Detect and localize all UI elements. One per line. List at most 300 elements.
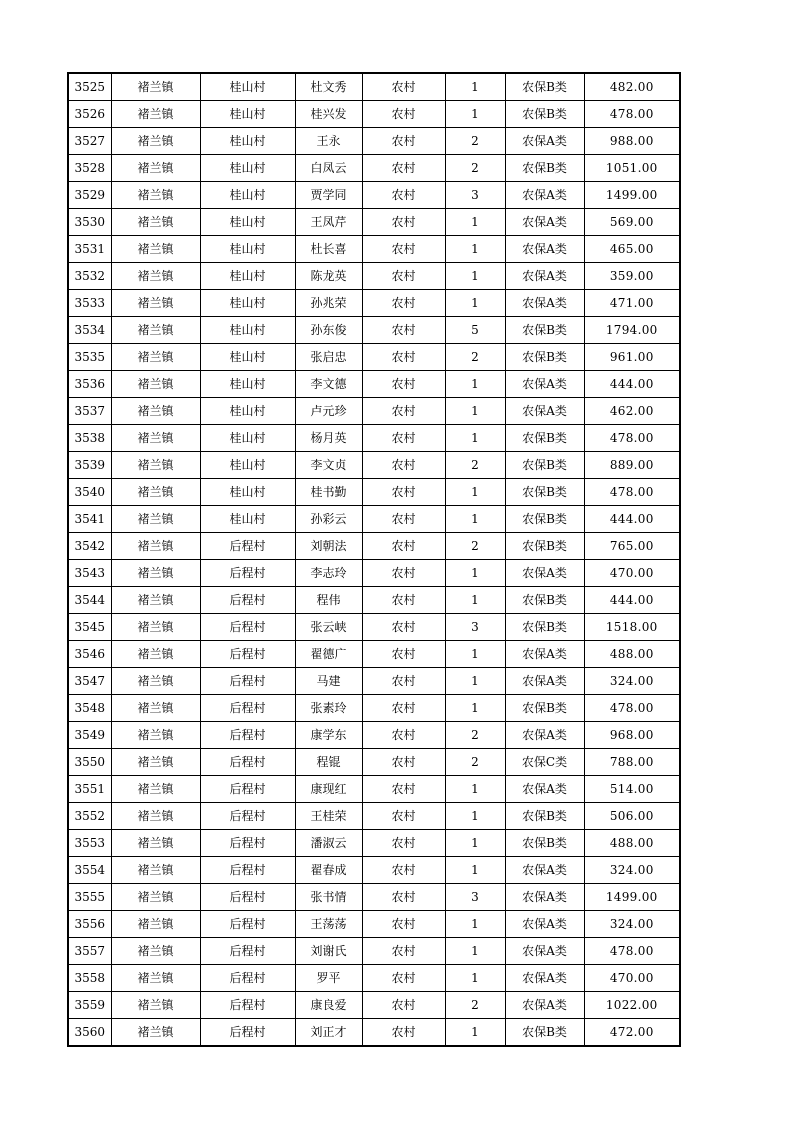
person-count-cell: 1: [445, 776, 505, 803]
household-type-cell: 农村: [362, 641, 445, 668]
insurance-category-cell: 农保B类: [505, 452, 584, 479]
town-cell: 褚兰镇: [111, 587, 200, 614]
village-cell: 后程村: [200, 911, 295, 938]
table-row: [68, 641, 680, 668]
person-count-cell: 2: [445, 992, 505, 1019]
insurance-category-cell: 农保C类: [505, 749, 584, 776]
town-cell: 褚兰镇: [111, 506, 200, 533]
village-cell: 后程村: [200, 803, 295, 830]
table-row: [68, 317, 680, 344]
insurance-category-cell: 农保A类: [505, 992, 584, 1019]
name-cell: 张素玲: [295, 695, 362, 722]
amount-cell: 988.00: [584, 128, 680, 155]
name-cell: 杜长喜: [295, 236, 362, 263]
amount-cell: 444.00: [584, 371, 680, 398]
person-count-cell: 1: [445, 101, 505, 128]
village-cell: 桂山村: [200, 344, 295, 371]
amount-cell: 506.00: [584, 803, 680, 830]
household-type-cell: 农村: [362, 830, 445, 857]
name-cell: 翟德广: [295, 641, 362, 668]
table-row: [68, 209, 680, 236]
record-number-cell: 3531: [68, 236, 111, 263]
village-cell: 桂山村: [200, 155, 295, 182]
person-count-cell: 2: [445, 533, 505, 560]
household-type-cell: 农村: [362, 749, 445, 776]
name-cell: 康良爱: [295, 992, 362, 1019]
town-cell: 褚兰镇: [111, 236, 200, 263]
insurance-category-cell: 农保A类: [505, 236, 584, 263]
household-type-cell: 农村: [362, 236, 445, 263]
record-number-cell: 3525: [68, 73, 111, 101]
village-cell: 桂山村: [200, 73, 295, 101]
person-count-cell: 1: [445, 587, 505, 614]
household-type-cell: 农村: [362, 884, 445, 911]
town-cell: 褚兰镇: [111, 425, 200, 452]
village-cell: 桂山村: [200, 506, 295, 533]
name-cell: 杜文秀: [295, 73, 362, 101]
record-number-cell: 3534: [68, 317, 111, 344]
name-cell: 程锟: [295, 749, 362, 776]
insurance-category-cell: 农保A类: [505, 398, 584, 425]
record-number-cell: 3542: [68, 533, 111, 560]
name-cell: 李志玲: [295, 560, 362, 587]
town-cell: 褚兰镇: [111, 560, 200, 587]
person-count-cell: 1: [445, 911, 505, 938]
amount-cell: 968.00: [584, 722, 680, 749]
amount-cell: 482.00: [584, 73, 680, 101]
person-count-cell: 1: [445, 641, 505, 668]
table-row: [68, 992, 680, 1019]
person-count-cell: 1: [445, 506, 505, 533]
amount-cell: 478.00: [584, 425, 680, 452]
insurance-category-cell: 农保B类: [505, 317, 584, 344]
household-type-cell: 农村: [362, 776, 445, 803]
village-cell: 后程村: [200, 857, 295, 884]
table-row: [68, 614, 680, 641]
record-number-cell: 3527: [68, 128, 111, 155]
amount-cell: 478.00: [584, 938, 680, 965]
roster-table: [67, 72, 681, 1047]
person-count-cell: 2: [445, 722, 505, 749]
record-number-cell: 3539: [68, 452, 111, 479]
record-number-cell: 3553: [68, 830, 111, 857]
person-count-cell: 1: [445, 263, 505, 290]
record-number-cell: 3536: [68, 371, 111, 398]
village-cell: 桂山村: [200, 290, 295, 317]
table-row: [68, 425, 680, 452]
table-row: [68, 452, 680, 479]
table-row: [68, 290, 680, 317]
record-number-cell: 3551: [68, 776, 111, 803]
town-cell: 褚兰镇: [111, 128, 200, 155]
amount-cell: 444.00: [584, 587, 680, 614]
town-cell: 褚兰镇: [111, 641, 200, 668]
village-cell: 后程村: [200, 668, 295, 695]
household-type-cell: 农村: [362, 290, 445, 317]
table-row: [68, 587, 680, 614]
village-cell: 后程村: [200, 722, 295, 749]
insurance-category-cell: 农保B类: [505, 344, 584, 371]
insurance-category-cell: 农保B类: [505, 425, 584, 452]
town-cell: 褚兰镇: [111, 73, 200, 101]
table-row: [68, 776, 680, 803]
person-count-cell: 1: [445, 371, 505, 398]
household-type-cell: 农村: [362, 587, 445, 614]
table-row: [68, 533, 680, 560]
household-type-cell: 农村: [362, 182, 445, 209]
table-row: [68, 803, 680, 830]
amount-cell: 765.00: [584, 533, 680, 560]
village-cell: 后程村: [200, 938, 295, 965]
village-cell: 后程村: [200, 776, 295, 803]
insurance-category-cell: 农保B类: [505, 533, 584, 560]
name-cell: 张云峡: [295, 614, 362, 641]
amount-cell: 1499.00: [584, 884, 680, 911]
person-count-cell: 2: [445, 155, 505, 182]
name-cell: 贾学同: [295, 182, 362, 209]
insurance-category-cell: 农保B类: [505, 587, 584, 614]
record-number-cell: 3530: [68, 209, 111, 236]
village-cell: 桂山村: [200, 479, 295, 506]
town-cell: 褚兰镇: [111, 668, 200, 695]
insurance-category-cell: 农保B类: [505, 101, 584, 128]
name-cell: 陈龙英: [295, 263, 362, 290]
person-count-cell: 2: [445, 749, 505, 776]
amount-cell: 788.00: [584, 749, 680, 776]
name-cell: 孙彩云: [295, 506, 362, 533]
record-number-cell: 3543: [68, 560, 111, 587]
amount-cell: 462.00: [584, 398, 680, 425]
record-number-cell: 3556: [68, 911, 111, 938]
household-type-cell: 农村: [362, 938, 445, 965]
name-cell: 杨月英: [295, 425, 362, 452]
insurance-category-cell: 农保A类: [505, 371, 584, 398]
name-cell: 桂书勤: [295, 479, 362, 506]
name-cell: 潘淑云: [295, 830, 362, 857]
village-cell: 后程村: [200, 749, 295, 776]
table-row: [68, 965, 680, 992]
town-cell: 褚兰镇: [111, 776, 200, 803]
table-row: [68, 911, 680, 938]
amount-cell: 961.00: [584, 344, 680, 371]
town-cell: 褚兰镇: [111, 749, 200, 776]
household-type-cell: 农村: [362, 965, 445, 992]
village-cell: 桂山村: [200, 452, 295, 479]
amount-cell: 359.00: [584, 263, 680, 290]
person-count-cell: 1: [445, 398, 505, 425]
town-cell: 褚兰镇: [111, 317, 200, 344]
insurance-category-cell: 农保B类: [505, 1019, 584, 1047]
name-cell: 卢元珍: [295, 398, 362, 425]
amount-cell: 1022.00: [584, 992, 680, 1019]
town-cell: 褚兰镇: [111, 209, 200, 236]
person-count-cell: 1: [445, 479, 505, 506]
insurance-category-cell: 农保A类: [505, 857, 584, 884]
town-cell: 褚兰镇: [111, 533, 200, 560]
insurance-category-cell: 农保A类: [505, 776, 584, 803]
person-count-cell: 2: [445, 452, 505, 479]
insurance-category-cell: 农保A类: [505, 938, 584, 965]
person-count-cell: 5: [445, 317, 505, 344]
record-number-cell: 3546: [68, 641, 111, 668]
amount-cell: 472.00: [584, 1019, 680, 1047]
amount-cell: 478.00: [584, 101, 680, 128]
amount-cell: 478.00: [584, 479, 680, 506]
town-cell: 褚兰镇: [111, 803, 200, 830]
person-count-cell: 1: [445, 830, 505, 857]
amount-cell: 1051.00: [584, 155, 680, 182]
town-cell: 褚兰镇: [111, 344, 200, 371]
name-cell: 翟春成: [295, 857, 362, 884]
household-type-cell: 农村: [362, 560, 445, 587]
table-row: [68, 479, 680, 506]
amount-cell: 465.00: [584, 236, 680, 263]
village-cell: 后程村: [200, 992, 295, 1019]
village-cell: 后程村: [200, 884, 295, 911]
name-cell: 孙东俊: [295, 317, 362, 344]
household-type-cell: 农村: [362, 722, 445, 749]
person-count-cell: 1: [445, 560, 505, 587]
record-number-cell: 3554: [68, 857, 111, 884]
town-cell: 褚兰镇: [111, 722, 200, 749]
record-number-cell: 3537: [68, 398, 111, 425]
household-type-cell: 农村: [362, 155, 445, 182]
record-number-cell: 3547: [68, 668, 111, 695]
person-count-cell: 1: [445, 236, 505, 263]
table-row: [68, 668, 680, 695]
record-number-cell: 3544: [68, 587, 111, 614]
insurance-category-cell: 农保A类: [505, 965, 584, 992]
record-number-cell: 3560: [68, 1019, 111, 1047]
village-cell: 桂山村: [200, 128, 295, 155]
household-type-cell: 农村: [362, 479, 445, 506]
amount-cell: 1518.00: [584, 614, 680, 641]
town-cell: 褚兰镇: [111, 290, 200, 317]
record-number-cell: 3557: [68, 938, 111, 965]
insurance-category-cell: 农保A类: [505, 209, 584, 236]
name-cell: 马建: [295, 668, 362, 695]
town-cell: 褚兰镇: [111, 938, 200, 965]
household-type-cell: 农村: [362, 73, 445, 101]
household-type-cell: 农村: [362, 506, 445, 533]
insurance-category-cell: 农保A类: [505, 641, 584, 668]
village-cell: 后程村: [200, 1019, 295, 1047]
person-count-cell: 1: [445, 425, 505, 452]
amount-cell: 488.00: [584, 830, 680, 857]
town-cell: 褚兰镇: [111, 830, 200, 857]
insurance-category-cell: 农保A类: [505, 911, 584, 938]
household-type-cell: 农村: [362, 452, 445, 479]
table-row: [68, 722, 680, 749]
table-row: [68, 884, 680, 911]
name-cell: 李文贞: [295, 452, 362, 479]
household-type-cell: 农村: [362, 263, 445, 290]
village-cell: 桂山村: [200, 398, 295, 425]
record-number-cell: 3529: [68, 182, 111, 209]
record-number-cell: 3541: [68, 506, 111, 533]
household-type-cell: 农村: [362, 128, 445, 155]
record-number-cell: 3538: [68, 425, 111, 452]
town-cell: 褚兰镇: [111, 614, 200, 641]
amount-cell: 1499.00: [584, 182, 680, 209]
town-cell: 褚兰镇: [111, 371, 200, 398]
amount-cell: 514.00: [584, 776, 680, 803]
amount-cell: 324.00: [584, 668, 680, 695]
village-cell: 桂山村: [200, 182, 295, 209]
village-cell: 桂山村: [200, 101, 295, 128]
name-cell: 桂兴发: [295, 101, 362, 128]
town-cell: 褚兰镇: [111, 263, 200, 290]
household-type-cell: 农村: [362, 695, 445, 722]
person-count-cell: 1: [445, 857, 505, 884]
household-type-cell: 农村: [362, 317, 445, 344]
village-cell: 桂山村: [200, 263, 295, 290]
table-row: [68, 155, 680, 182]
town-cell: 褚兰镇: [111, 884, 200, 911]
name-cell: 王桂荣: [295, 803, 362, 830]
record-number-cell: 3533: [68, 290, 111, 317]
person-count-cell: 1: [445, 290, 505, 317]
name-cell: 康现红: [295, 776, 362, 803]
person-count-cell: 3: [445, 884, 505, 911]
table-row: [68, 398, 680, 425]
amount-cell: 889.00: [584, 452, 680, 479]
household-type-cell: 农村: [362, 668, 445, 695]
name-cell: 张启忠: [295, 344, 362, 371]
insurance-category-cell: 农保B类: [505, 614, 584, 641]
village-cell: 后程村: [200, 965, 295, 992]
household-type-cell: 农村: [362, 425, 445, 452]
household-type-cell: 农村: [362, 371, 445, 398]
household-type-cell: 农村: [362, 533, 445, 560]
insurance-category-cell: 农保B类: [505, 830, 584, 857]
name-cell: 刘正才: [295, 1019, 362, 1047]
insurance-category-cell: 农保B类: [505, 73, 584, 101]
village-cell: 后程村: [200, 614, 295, 641]
village-cell: 桂山村: [200, 317, 295, 344]
amount-cell: 488.00: [584, 641, 680, 668]
insurance-category-cell: 农保A类: [505, 128, 584, 155]
table-row: [68, 938, 680, 965]
household-type-cell: 农村: [362, 911, 445, 938]
town-cell: 褚兰镇: [111, 1019, 200, 1047]
insurance-category-cell: 农保A类: [505, 722, 584, 749]
town-cell: 褚兰镇: [111, 992, 200, 1019]
name-cell: 罗平: [295, 965, 362, 992]
person-count-cell: 3: [445, 614, 505, 641]
table-row: [68, 101, 680, 128]
insurance-category-cell: 农保B类: [505, 479, 584, 506]
name-cell: 孙兆荣: [295, 290, 362, 317]
table-row: [68, 236, 680, 263]
village-cell: 后程村: [200, 641, 295, 668]
town-cell: 褚兰镇: [111, 182, 200, 209]
table-row: [68, 749, 680, 776]
household-type-cell: 农村: [362, 209, 445, 236]
person-count-cell: 2: [445, 128, 505, 155]
person-count-cell: 1: [445, 938, 505, 965]
record-number-cell: 3550: [68, 749, 111, 776]
table-row: [68, 344, 680, 371]
record-number-cell: 3555: [68, 884, 111, 911]
insurance-category-cell: 农保A类: [505, 182, 584, 209]
village-cell: 后程村: [200, 830, 295, 857]
amount-cell: 471.00: [584, 290, 680, 317]
record-number-cell: 3549: [68, 722, 111, 749]
amount-cell: 470.00: [584, 965, 680, 992]
village-cell: 桂山村: [200, 425, 295, 452]
town-cell: 褚兰镇: [111, 857, 200, 884]
village-cell: 后程村: [200, 533, 295, 560]
person-count-cell: 1: [445, 965, 505, 992]
record-number-cell: 3535: [68, 344, 111, 371]
record-number-cell: 3540: [68, 479, 111, 506]
household-type-cell: 农村: [362, 101, 445, 128]
insurance-category-cell: 农保A类: [505, 668, 584, 695]
town-cell: 褚兰镇: [111, 101, 200, 128]
household-type-cell: 农村: [362, 398, 445, 425]
town-cell: 褚兰镇: [111, 911, 200, 938]
table-row: [68, 263, 680, 290]
town-cell: 褚兰镇: [111, 695, 200, 722]
table-row: [68, 371, 680, 398]
household-type-cell: 农村: [362, 803, 445, 830]
town-cell: 褚兰镇: [111, 155, 200, 182]
amount-cell: 478.00: [584, 695, 680, 722]
name-cell: 张书情: [295, 884, 362, 911]
name-cell: 康学东: [295, 722, 362, 749]
town-cell: 褚兰镇: [111, 452, 200, 479]
record-number-cell: 3552: [68, 803, 111, 830]
person-count-cell: 1: [445, 73, 505, 101]
village-cell: 桂山村: [200, 236, 295, 263]
insurance-category-cell: 农保B类: [505, 506, 584, 533]
table-row: [68, 73, 680, 101]
table-row: [68, 560, 680, 587]
insurance-category-cell: 农保A类: [505, 290, 584, 317]
record-number-cell: 3532: [68, 263, 111, 290]
person-count-cell: 1: [445, 209, 505, 236]
record-number-cell: 3545: [68, 614, 111, 641]
record-number-cell: 3548: [68, 695, 111, 722]
table-row: [68, 128, 680, 155]
name-cell: 王荡荡: [295, 911, 362, 938]
insurance-category-cell: 农保B类: [505, 803, 584, 830]
name-cell: 王永: [295, 128, 362, 155]
amount-cell: 569.00: [584, 209, 680, 236]
table-row: [68, 1019, 680, 1047]
name-cell: 刘谢氏: [295, 938, 362, 965]
amount-cell: 470.00: [584, 560, 680, 587]
household-type-cell: 农村: [362, 857, 445, 884]
town-cell: 褚兰镇: [111, 479, 200, 506]
insurance-category-cell: 农保B类: [505, 155, 584, 182]
insurance-category-cell: 农保A类: [505, 263, 584, 290]
record-number-cell: 3528: [68, 155, 111, 182]
roster-table-body: [68, 73, 680, 1046]
village-cell: 后程村: [200, 695, 295, 722]
amount-cell: 324.00: [584, 857, 680, 884]
insurance-category-cell: 农保A类: [505, 884, 584, 911]
name-cell: 李文德: [295, 371, 362, 398]
village-cell: 桂山村: [200, 371, 295, 398]
village-cell: 后程村: [200, 560, 295, 587]
record-number-cell: 3526: [68, 101, 111, 128]
insurance-category-cell: 农保A类: [505, 560, 584, 587]
household-type-cell: 农村: [362, 344, 445, 371]
table-row: [68, 506, 680, 533]
table-row: [68, 830, 680, 857]
